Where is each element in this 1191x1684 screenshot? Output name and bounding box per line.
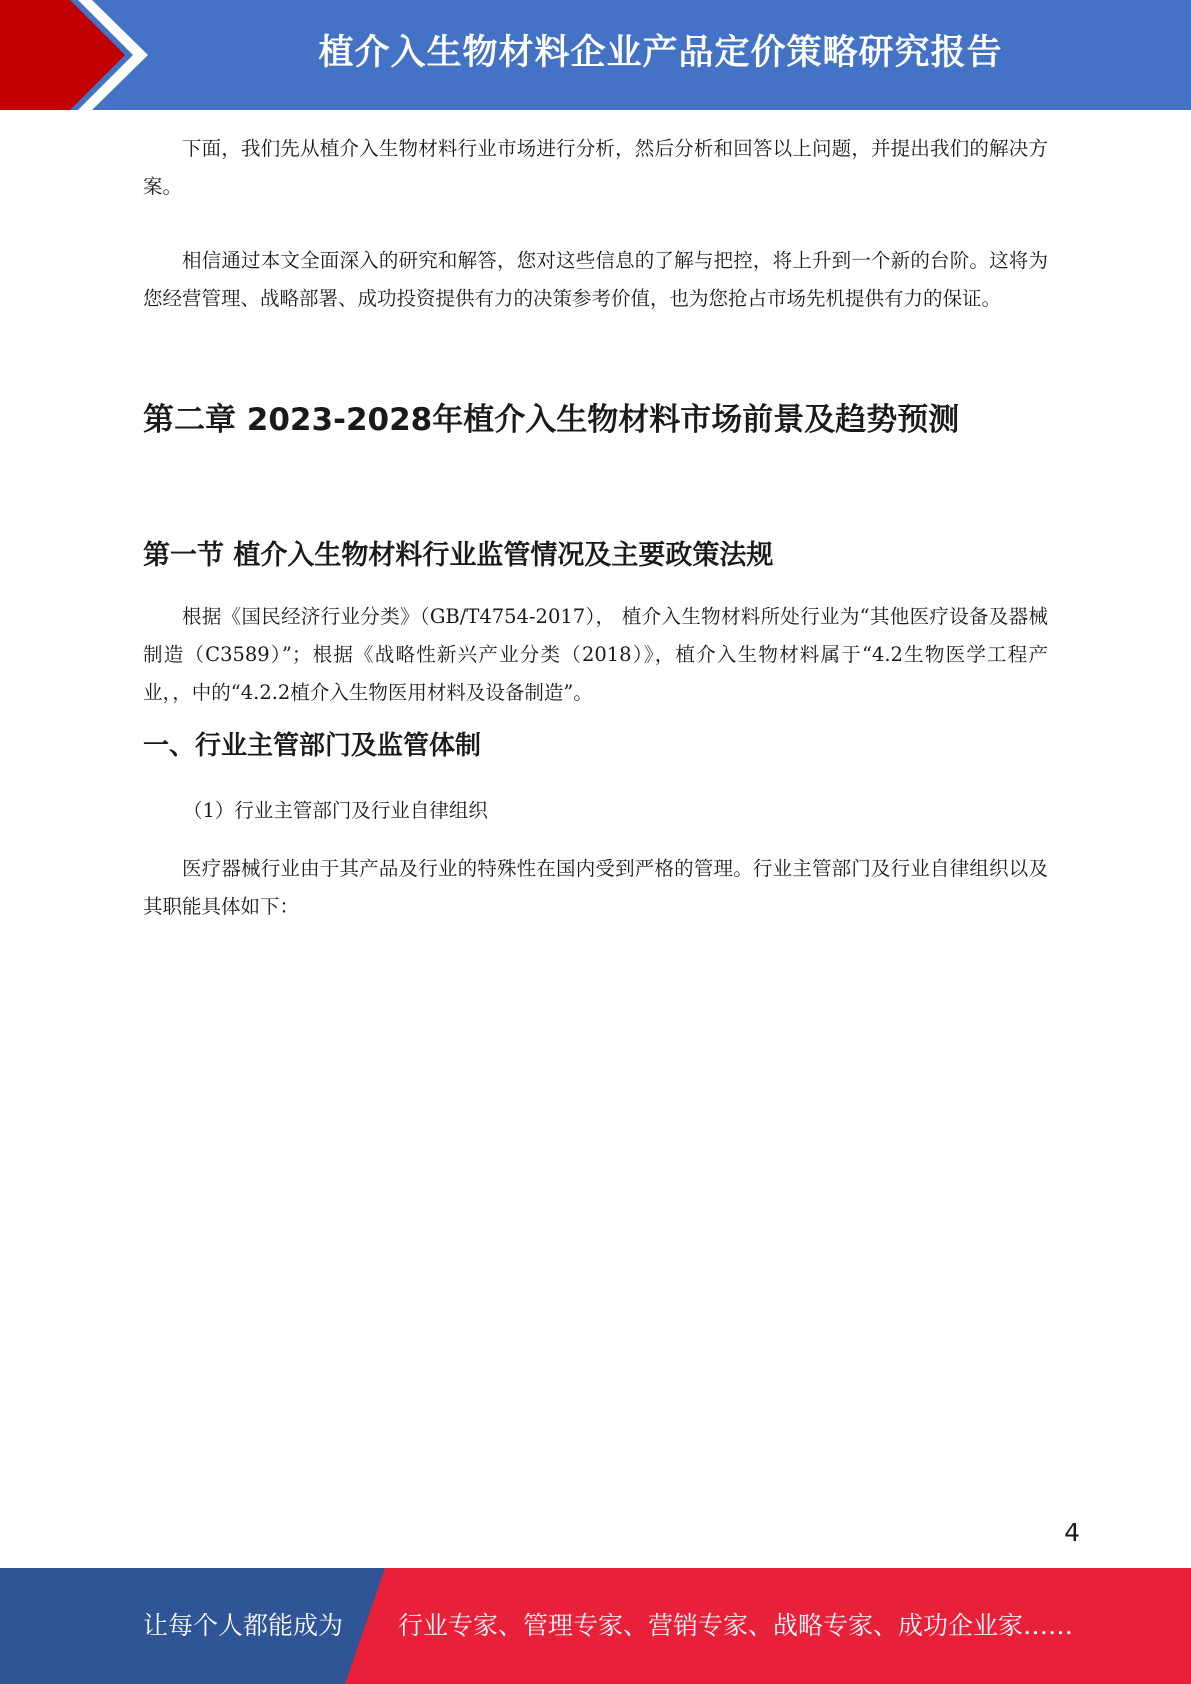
section-title: 第一节 植介入生物材料行业监管情况及主要政策法规 bbox=[143, 540, 774, 571]
page-content bbox=[143, 130, 1048, 926]
regulation-paragraph: 医疗器械行业由于其产品及行业的特殊性在国内受到严格的管理。行业主管部门及行业自律组织以及其职能具体如下： bbox=[143, 857, 1048, 918]
footer-slogan-left: 让每个人都能成为 bbox=[143, 1611, 344, 1640]
page-header bbox=[0, 0, 1191, 110]
value-paragraph: 相信通过本文全面深入的研究和解答，您对这些信息的了解与把控，将上升到一个新的台阶。这将为您经营管理、战略部署、成功投资提供有力的决策参考价值，也为您抢占市场先机提供有力的保证。 bbox=[143, 249, 1048, 310]
footer-slogan-right: 行业专家、管理专家、营销专家、战略专家、成功企业家…… bbox=[398, 1611, 1074, 1640]
industry-classification-paragraph: 根据《国民经济行业分类》（GB/T4754-2017）， 植介入生物材料所处行业为“其他医疗设备及器械制造（C3589）”；根据《战略性新兴产业分类（2018）》，植介入生物材料属于“4.2生物医学工程产业，，中的“4.2.2植介入生物医用材料及设备制造”。 bbox=[143, 605, 1048, 704]
page-number: 4 bbox=[1064, 1518, 1080, 1547]
intro-paragraph: 下面，我们先从植介入生物材料行业市场进行分析，然后分析和回答以上问题，并提出我们的解决方案。 bbox=[143, 137, 1048, 198]
page-footer bbox=[0, 1568, 1191, 1684]
chapter-title: 第二章 2023-2028年植介入生物材料市场前景及趋势预测 bbox=[143, 402, 960, 438]
list-item: （1）行业主管部门及行业自律组织 bbox=[183, 799, 488, 822]
report-title: 植介入生物材料企业产品定价策略研究报告 bbox=[318, 33, 1003, 73]
header-arrow-decoration bbox=[0, 0, 160, 110]
subsection-title: 一、行业主管部门及监管体制 bbox=[143, 731, 482, 761]
